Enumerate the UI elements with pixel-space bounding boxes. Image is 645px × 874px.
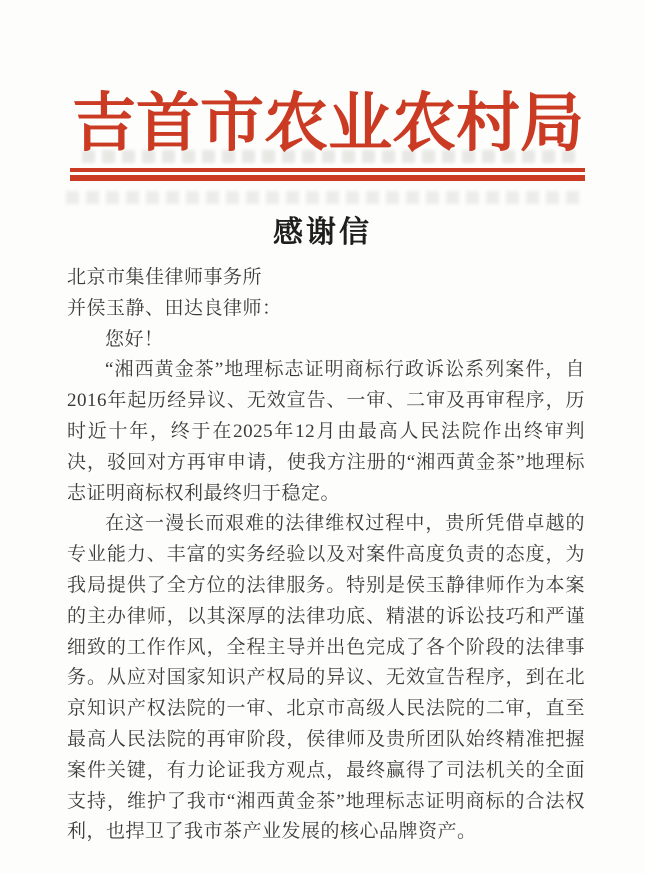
- body-paragraph-2: 在这一漫长而艰难的法律维权过程中，贵所凭借卓越的专业能力、丰富的实务经验以及对案件高度负责的态度，为我局提供了全方位的法律服务。特别是侯玉静律师作为本案的主办律师，以其深厚的法律功底、精湛的诉讼技巧和严谨细致的工作作风，全程主导并出色完成了各个阶段的法律事务。从应对国家知识产权局的异议、无效宣告程序，到在北京知识产权法院的一审、北京市高级人民法院的二审，直至最高人民法院的再审阶段，侯律师及贵所团队始终精准把握案件关键，有力论证我方观点，最终赢得了司法机关的全面支持，维护了我市“湘西黄金茶”地理标志证明商标的合法权利，也捍卫了我市茶产业发展的核心品牌资产。: [67, 513, 585, 843]
- letter-body: [67, 263, 585, 848]
- letterhead-title: 吉首市农业农村局: [72, 88, 584, 159]
- letterhead-rule-top: [70, 168, 585, 172]
- greeting-line: 您好！: [105, 328, 164, 350]
- body-paragraph-1: “湘西黄金茶”地理标志证明商标行政诉讼系列案件，自2016年起历经异议、无效宣告、一审、二审及再审程序，历时近十年，终于在2025年12月由最高人民法院作出终审判决，驳回对方再审申请，使我方注册的“湘西黄金茶”地理标志证明商标权利最终归于稳定。: [67, 359, 585, 504]
- recipient-line-2: 并侯玉静、田达良律师：: [67, 297, 282, 319]
- recipient-line-1: 北京市集佳律师事务所: [67, 267, 263, 288]
- bleed-through-artifact: [66, 191, 586, 204]
- letterhead-rule-bottom: [70, 175, 585, 181]
- document-title: 感谢信: [273, 216, 372, 249]
